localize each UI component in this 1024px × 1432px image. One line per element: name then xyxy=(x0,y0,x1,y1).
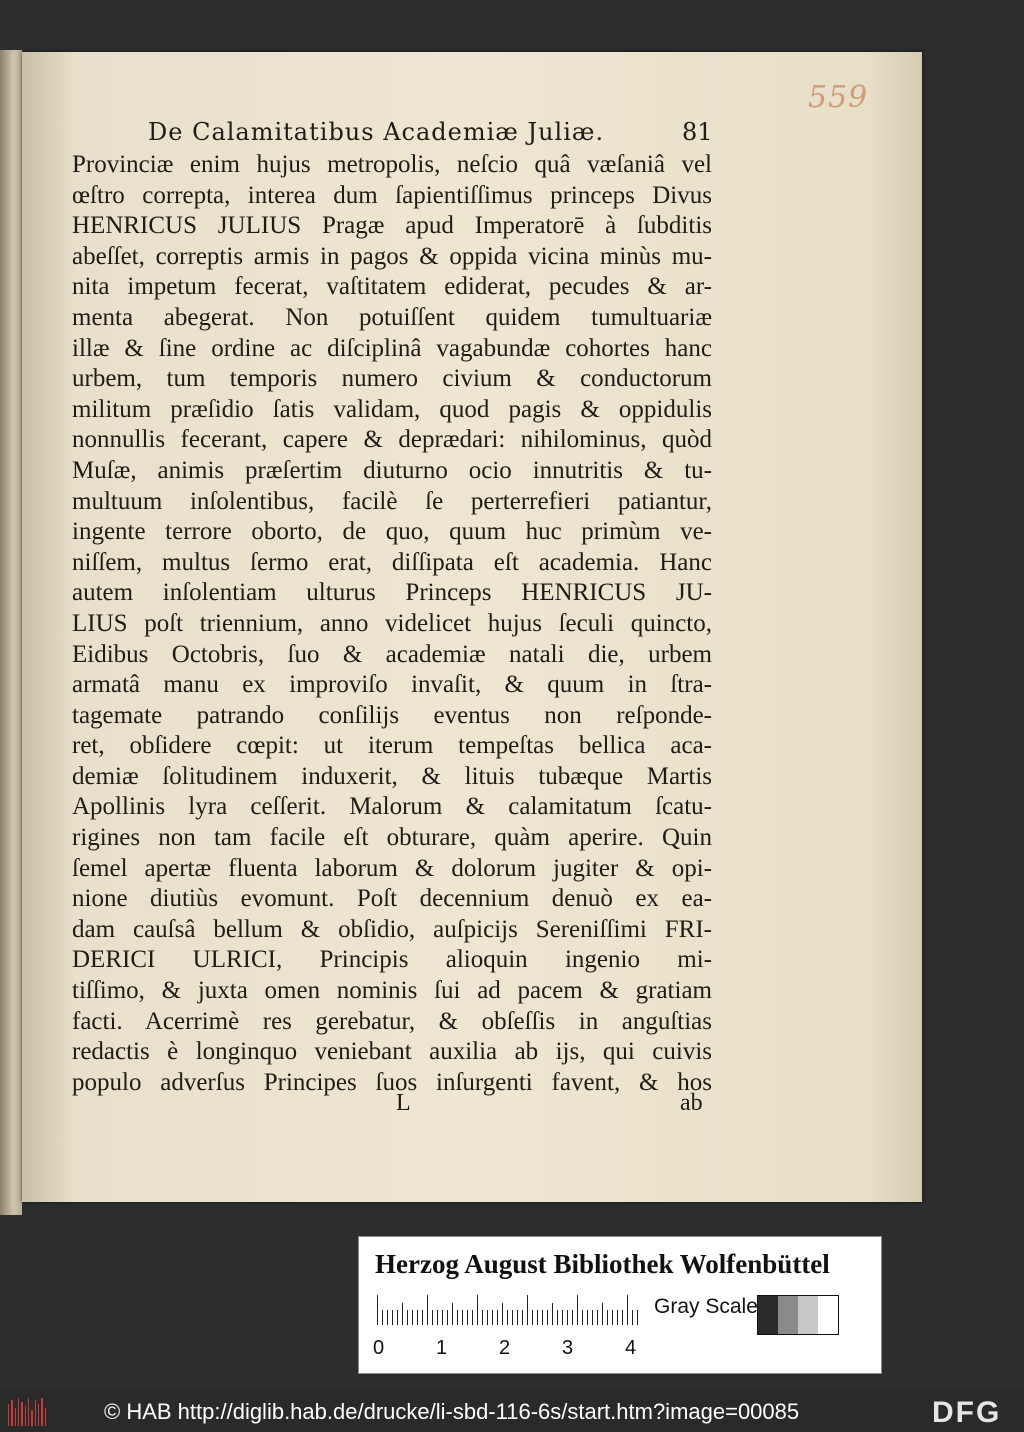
library-title: Herzog August Bibliothek Wolfenbüttel xyxy=(375,1249,830,1279)
ruler-tick xyxy=(507,1310,508,1325)
ruler-tick xyxy=(412,1310,413,1325)
ruler-tick xyxy=(562,1310,563,1325)
ruler-tick xyxy=(427,1295,428,1325)
text-line: rigines non tam facile eſt obturare, quàm aperire. Quin xyxy=(72,824,712,852)
text-line: nione diutiùs evomunt. Poſt decennium denuò ex ea- xyxy=(72,885,712,913)
logo-bar xyxy=(25,1406,26,1426)
ruler-tick xyxy=(517,1310,518,1325)
ruler-tick xyxy=(462,1310,463,1325)
body-text xyxy=(72,150,712,1098)
ruler-numbers xyxy=(373,1337,653,1363)
ruler-tick xyxy=(497,1310,498,1325)
ruler-tick xyxy=(477,1295,478,1325)
ruler-tick xyxy=(442,1310,443,1325)
ruler-tick xyxy=(417,1310,418,1325)
ruler-tick xyxy=(437,1310,438,1325)
text-line: Eidibus Octobris, ſuo & academiæ natali die, urbem xyxy=(72,640,712,668)
ruler-tick xyxy=(622,1310,623,1325)
ruler-tick xyxy=(472,1310,473,1325)
ruler-tick xyxy=(567,1310,568,1325)
facing-page-edge xyxy=(0,50,22,1215)
text-line: militum præſidio ſatis validam, quod pagis & oppidulis xyxy=(72,395,712,423)
text-line: DERICI ULRICI, Principis alioquin ingenio mi- xyxy=(72,946,712,974)
text-line: dam cauſsâ bellum & obſidio, auſpicijs Sereniſſimi FRI- xyxy=(72,915,712,943)
ruler-tick xyxy=(522,1310,523,1325)
text-line: demiæ ſolitudinem induxerit, & lituis tubæque Martis xyxy=(72,762,712,790)
text-line: urbem, tum temporis numero civium & conductorum xyxy=(72,365,712,393)
text-line: nita impetum fecerat, vaſtitatem ediderat, pecudes & ar- xyxy=(72,273,712,301)
gray-swatch xyxy=(778,1296,798,1334)
ruler-tick xyxy=(582,1310,583,1325)
ruler-tick xyxy=(597,1310,598,1325)
ruler-tick xyxy=(392,1310,393,1325)
ruler-tick xyxy=(587,1310,588,1325)
text-line: Provinciæ enim hujus metropolis, neſcio quâ væſaniâ vel xyxy=(72,151,712,178)
ruler-tick xyxy=(612,1310,613,1325)
text-line: facti. Acerrimè res gerebatur, & obſeſſis in anguſtias xyxy=(72,1007,712,1035)
ruler-tick xyxy=(637,1310,638,1325)
ruler-number: 3 xyxy=(562,1337,574,1359)
ruler-tick xyxy=(397,1310,398,1325)
text-line: nonnullis fecerant, capere & deprædari: nihilominus, quòd xyxy=(72,426,712,454)
color-calibration-bar xyxy=(358,1236,882,1374)
text-line: menta abegerat. Non potuiſſent quidem tumultuariæ xyxy=(72,303,712,331)
ruler-tick xyxy=(572,1310,573,1325)
logo-bar xyxy=(35,1400,36,1426)
text-line: Muſæ, animis præſertim diuturno ocio innutritis & tu- xyxy=(72,456,712,484)
ruler-tick xyxy=(452,1303,453,1325)
logo-bar xyxy=(8,1404,9,1426)
running-head: De Calamitatibus Academiæ Juliæ. xyxy=(148,118,605,146)
ruler-tick xyxy=(467,1310,468,1325)
text-line: armatâ manu ex improviſo invaſit, & quum in ſtra- xyxy=(72,671,712,699)
signature-mark: L xyxy=(396,1090,411,1116)
text-line: LIUS poſt triennium, anno videlicet hujus ſeculi quincto, xyxy=(72,609,712,637)
handwritten-folio-number: 559 xyxy=(808,80,869,115)
catchword: ab xyxy=(680,1090,703,1116)
ruler-tick xyxy=(547,1310,548,1325)
text-line: illæ & ſine ordine ac diſciplinâ vagabundæ cohortes hanc xyxy=(72,334,712,362)
scale-ruler xyxy=(377,1295,639,1325)
ruler-tick xyxy=(602,1303,603,1325)
ruler-number: 1 xyxy=(436,1337,448,1359)
text-line: ingente terrore oborto, de quo, quum huc primùm ve- xyxy=(72,518,712,546)
page-number: 81 xyxy=(682,118,713,146)
gray-scale-swatches xyxy=(757,1295,839,1335)
logo-bar xyxy=(28,1398,29,1426)
text-line: niſſem, multus ſermo erat, diſſipata eſt academia. Hanc xyxy=(72,548,712,576)
text-line: tiſſimo, & juxta omen nominis ſui ad pacem & gratiam xyxy=(72,977,712,1005)
text-line: ſemel apertæ fluenta laborum & dolorum jugiter & opi- xyxy=(72,854,712,882)
ruler-tick xyxy=(487,1310,488,1325)
gray-swatch xyxy=(818,1296,838,1334)
ruler-tick xyxy=(492,1310,493,1325)
ruler-tick xyxy=(527,1295,528,1325)
ruler-tick xyxy=(542,1310,543,1325)
ruler-tick xyxy=(482,1310,483,1325)
text-line: populo adverſus Principes ſuos inſurgenti favent, & hos xyxy=(72,1068,712,1096)
text-line: Apollinis lyra ceſſerit. Malorum & calamitatum ſcatu- xyxy=(72,793,712,821)
ruler-tick xyxy=(532,1310,533,1325)
ruler-tick xyxy=(457,1310,458,1325)
text-line: redactis è longinquo veniebant auxilia ab ijs, qui cuivis xyxy=(72,1038,712,1066)
ruler-tick xyxy=(377,1295,378,1325)
footer-copyright-url[interactable]: © HAB http://diglib.hab.de/drucke/li-sbd-116-6s/start.htm?image=00085 xyxy=(104,1399,800,1424)
logo-bar xyxy=(11,1400,12,1426)
text-line: tagemate patrando conſilijs eventus non reſponde- xyxy=(72,701,712,729)
ruler-tick xyxy=(402,1303,403,1325)
text-line: autem inſolentiam ulturus Princeps HENRICUS JU- xyxy=(72,579,712,607)
logo-bar xyxy=(31,1410,32,1426)
ruler-number: 0 xyxy=(373,1337,385,1359)
ruler-tick xyxy=(617,1310,618,1325)
logo-bar xyxy=(45,1408,46,1426)
ruler-tick xyxy=(512,1310,513,1325)
gray-scale-label: Gray Scale xyxy=(654,1295,758,1318)
logo-bar xyxy=(38,1404,39,1426)
ruler-tick xyxy=(422,1310,423,1325)
text-line: multuum inſolentibus, facilè ſe perterrefieri patiantur, xyxy=(72,487,712,515)
ruler-tick xyxy=(382,1310,383,1325)
logo-bar xyxy=(21,1402,22,1426)
text-line: ret, obſidere cœpit: ut iterum tempeſtas bellica aca- xyxy=(72,732,712,760)
text-line: œſtro correpta, interea dum ſapientiſſimus princeps Divus xyxy=(72,181,712,209)
text-line: abeſſet, correptis armis in pagos & oppida vicina minùs mu- xyxy=(72,242,712,270)
logo-bar xyxy=(41,1398,42,1426)
ruler-tick xyxy=(632,1310,633,1325)
ruler-tick xyxy=(432,1310,433,1325)
logo-bar xyxy=(18,1398,19,1426)
ruler-tick xyxy=(627,1295,628,1325)
gray-swatch xyxy=(758,1296,778,1334)
ruler-tick xyxy=(387,1310,388,1325)
ruler-tick xyxy=(557,1310,558,1325)
dfg-logo: DFG xyxy=(932,1396,1002,1429)
ruler-number: 2 xyxy=(499,1337,511,1359)
ruler-tick xyxy=(607,1310,608,1325)
ruler-tick xyxy=(592,1310,593,1325)
ruler-tick xyxy=(407,1310,408,1325)
ruler-tick xyxy=(552,1303,553,1325)
hab-logo-icon xyxy=(8,1398,46,1426)
ruler-tick xyxy=(502,1303,503,1325)
ruler-number: 4 xyxy=(625,1337,637,1359)
ruler-tick xyxy=(577,1295,578,1325)
ruler-tick xyxy=(447,1310,448,1325)
ruler-tick xyxy=(537,1310,538,1325)
logo-bar xyxy=(15,1408,16,1426)
text-line: HENRICUS JULIUS Pragæ apud Imperatorē à ſubditis xyxy=(72,212,712,240)
gray-swatch xyxy=(798,1296,818,1334)
